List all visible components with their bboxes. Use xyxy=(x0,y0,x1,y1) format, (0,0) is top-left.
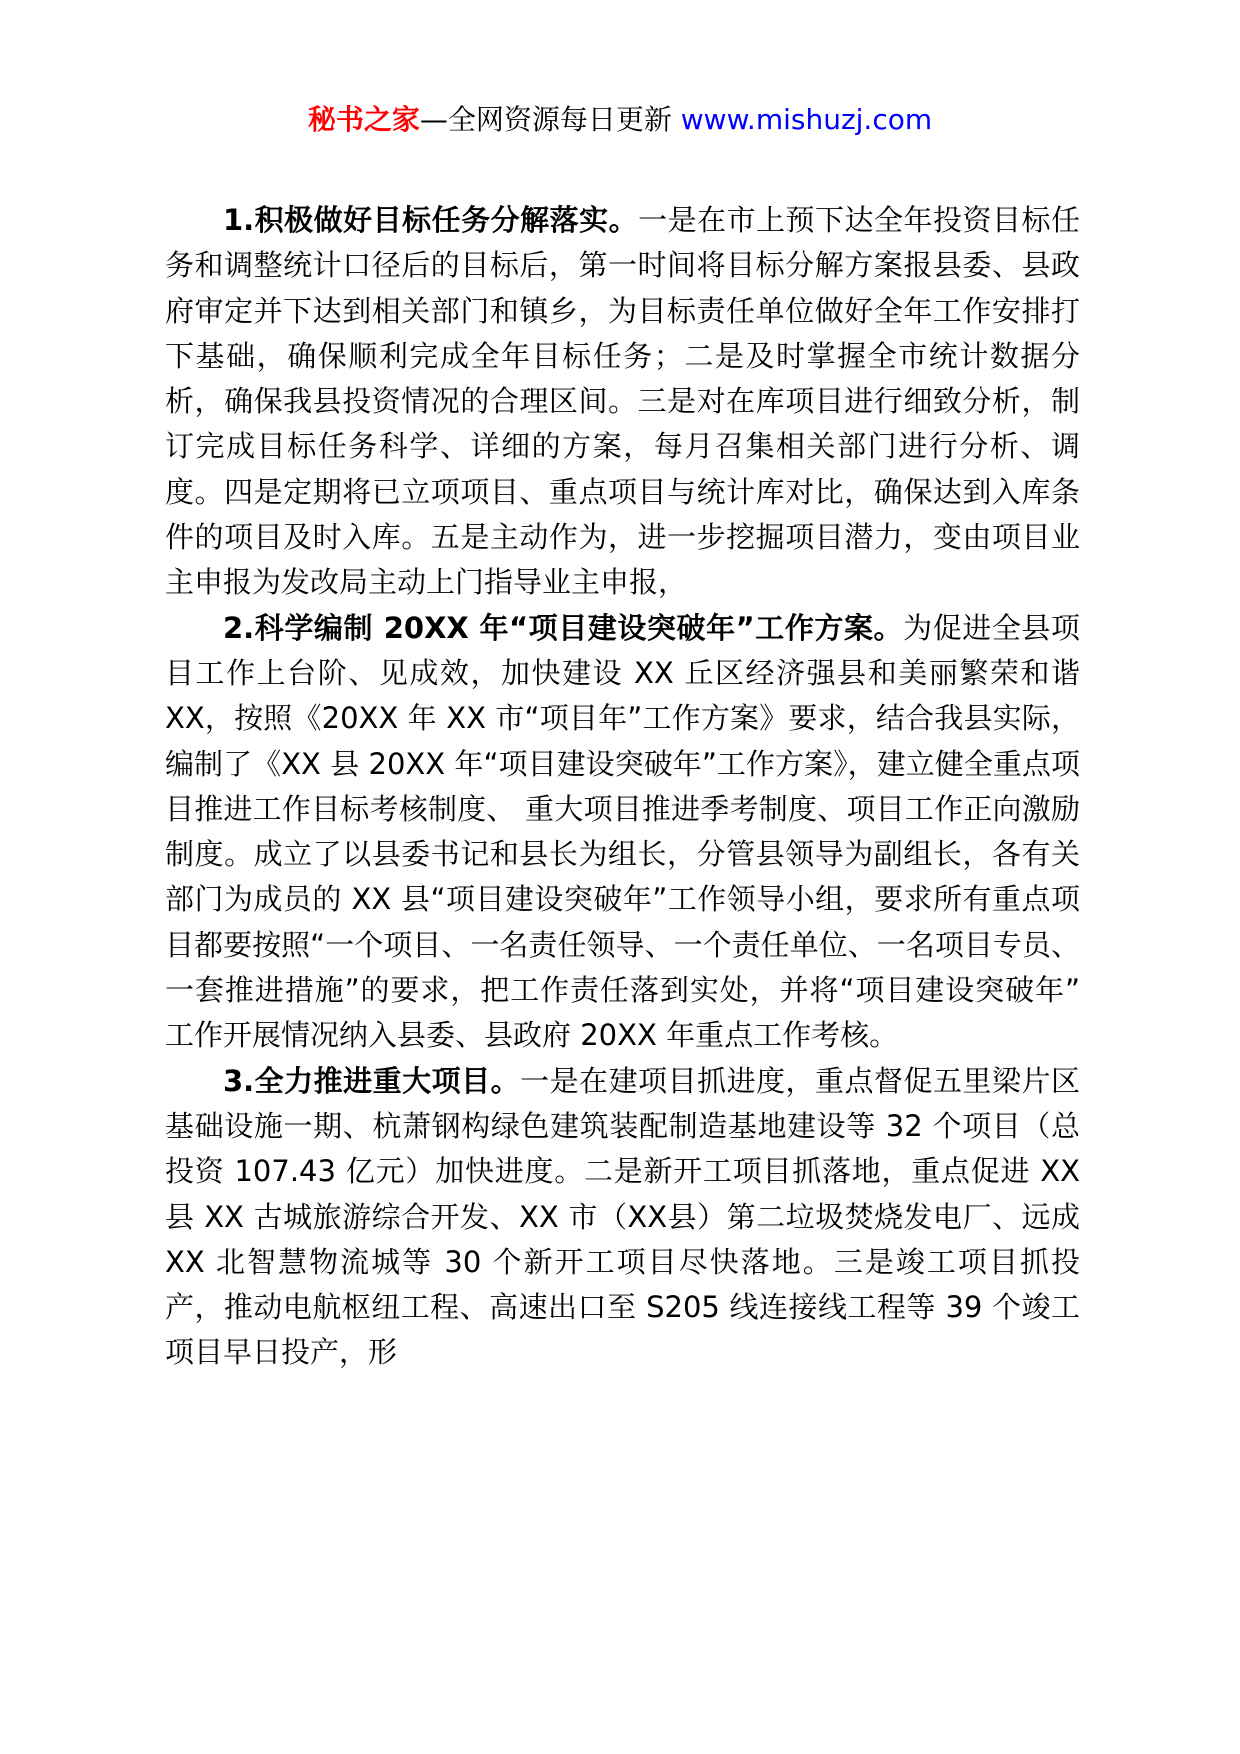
page-header xyxy=(0,100,1240,140)
paragraph-2-heading: 2.科学编制 20XX 年“项目建设突破年”工作方案。 xyxy=(223,610,904,645)
paragraph-3-heading: 3.全力推进重大项目。 xyxy=(223,1063,521,1098)
document-body xyxy=(165,198,1080,1376)
header-url-link[interactable]: www.mishuzj.com xyxy=(680,103,933,136)
header-slogan: —全网资源每日更新 xyxy=(419,103,681,136)
paragraph-2 xyxy=(165,606,1080,1059)
paragraph-1 xyxy=(165,198,1080,606)
paragraph-1-text: 一是在市上预下达全年投资目标任务和调整统计口径后的目标后，第一时间将目标分解方案报县委、县政府审定并下达到相关部门和镇乡，为目标责任单位做好全年工作安排打下基础，确保顺利完成全年目标任务；二是及时掌握全市统计数据分析，确保我县投资情况的合理区间。三是对在库项目进行细致分析，制订完成目标任务科学、详细的方案，每月召集相关部门进行分析、调度。四是定期将已立项项目、重点项目与统计库对比，确保达到入库条件的项目及时入库。五是主动作为，进一步挖掘项目潜力，变由项目业主申报为发改局主动上门指导业主申报， xyxy=(165,203,1080,600)
paragraph-3-text: 一是在建项目抓进度，重点督促五里梁片区基础设施一期、杭萧钢构绿色建筑装配制造基地建设等 32 个项目（总投资 107.43 亿元）加快进度。二是新开工项目抓落地，重点促进 XX 县 XX 古城旅游综合开发、XX 市（XX县）第二垃圾焚烧发电厂、远成 XX 北智慧物流城等 30 个新开工项目尽快落地。三是竣工项目抓投产，推动电航枢纽工程、高速出口至 S205 线连接线工程等 39 个竣工项目早日投产，形 xyxy=(165,1063,1080,1370)
paragraph-1-heading: 1.积极做好目标任务分解落实。 xyxy=(223,203,639,237)
paragraph-2-text: 为促进全县项目工作上台阶、见成效，加快建设 XX 丘区经济强县和美丽繁荣和谐 XX，按照《20XX 年 XX 市“项目年”工作方案》要求，结合我县实际，编制了《XX 县 20XX 年“项目建设突破年”工作方案》，建立健全重点项目推进工作目标考核制度、 重大项目推进季考制度、项目工作正向激励制度。成立了以县委书记和县长为组长，分管县领导为副组长，各有关部门为成员的 XX 县“项目建设突破年”工作领导小组，要求所有重点项目都要按照“一个项目、一名责任领导、一个责任单位、一名项目专员、一套推进措施”的要求，把工作责任落到实处，并将“项目建设突破年” 工作开展情况纳入县委、县政府 20XX 年重点工作考核。 xyxy=(165,610,1080,1053)
header-brand: 秘书之家 xyxy=(307,103,420,136)
paragraph-3 xyxy=(165,1059,1080,1376)
